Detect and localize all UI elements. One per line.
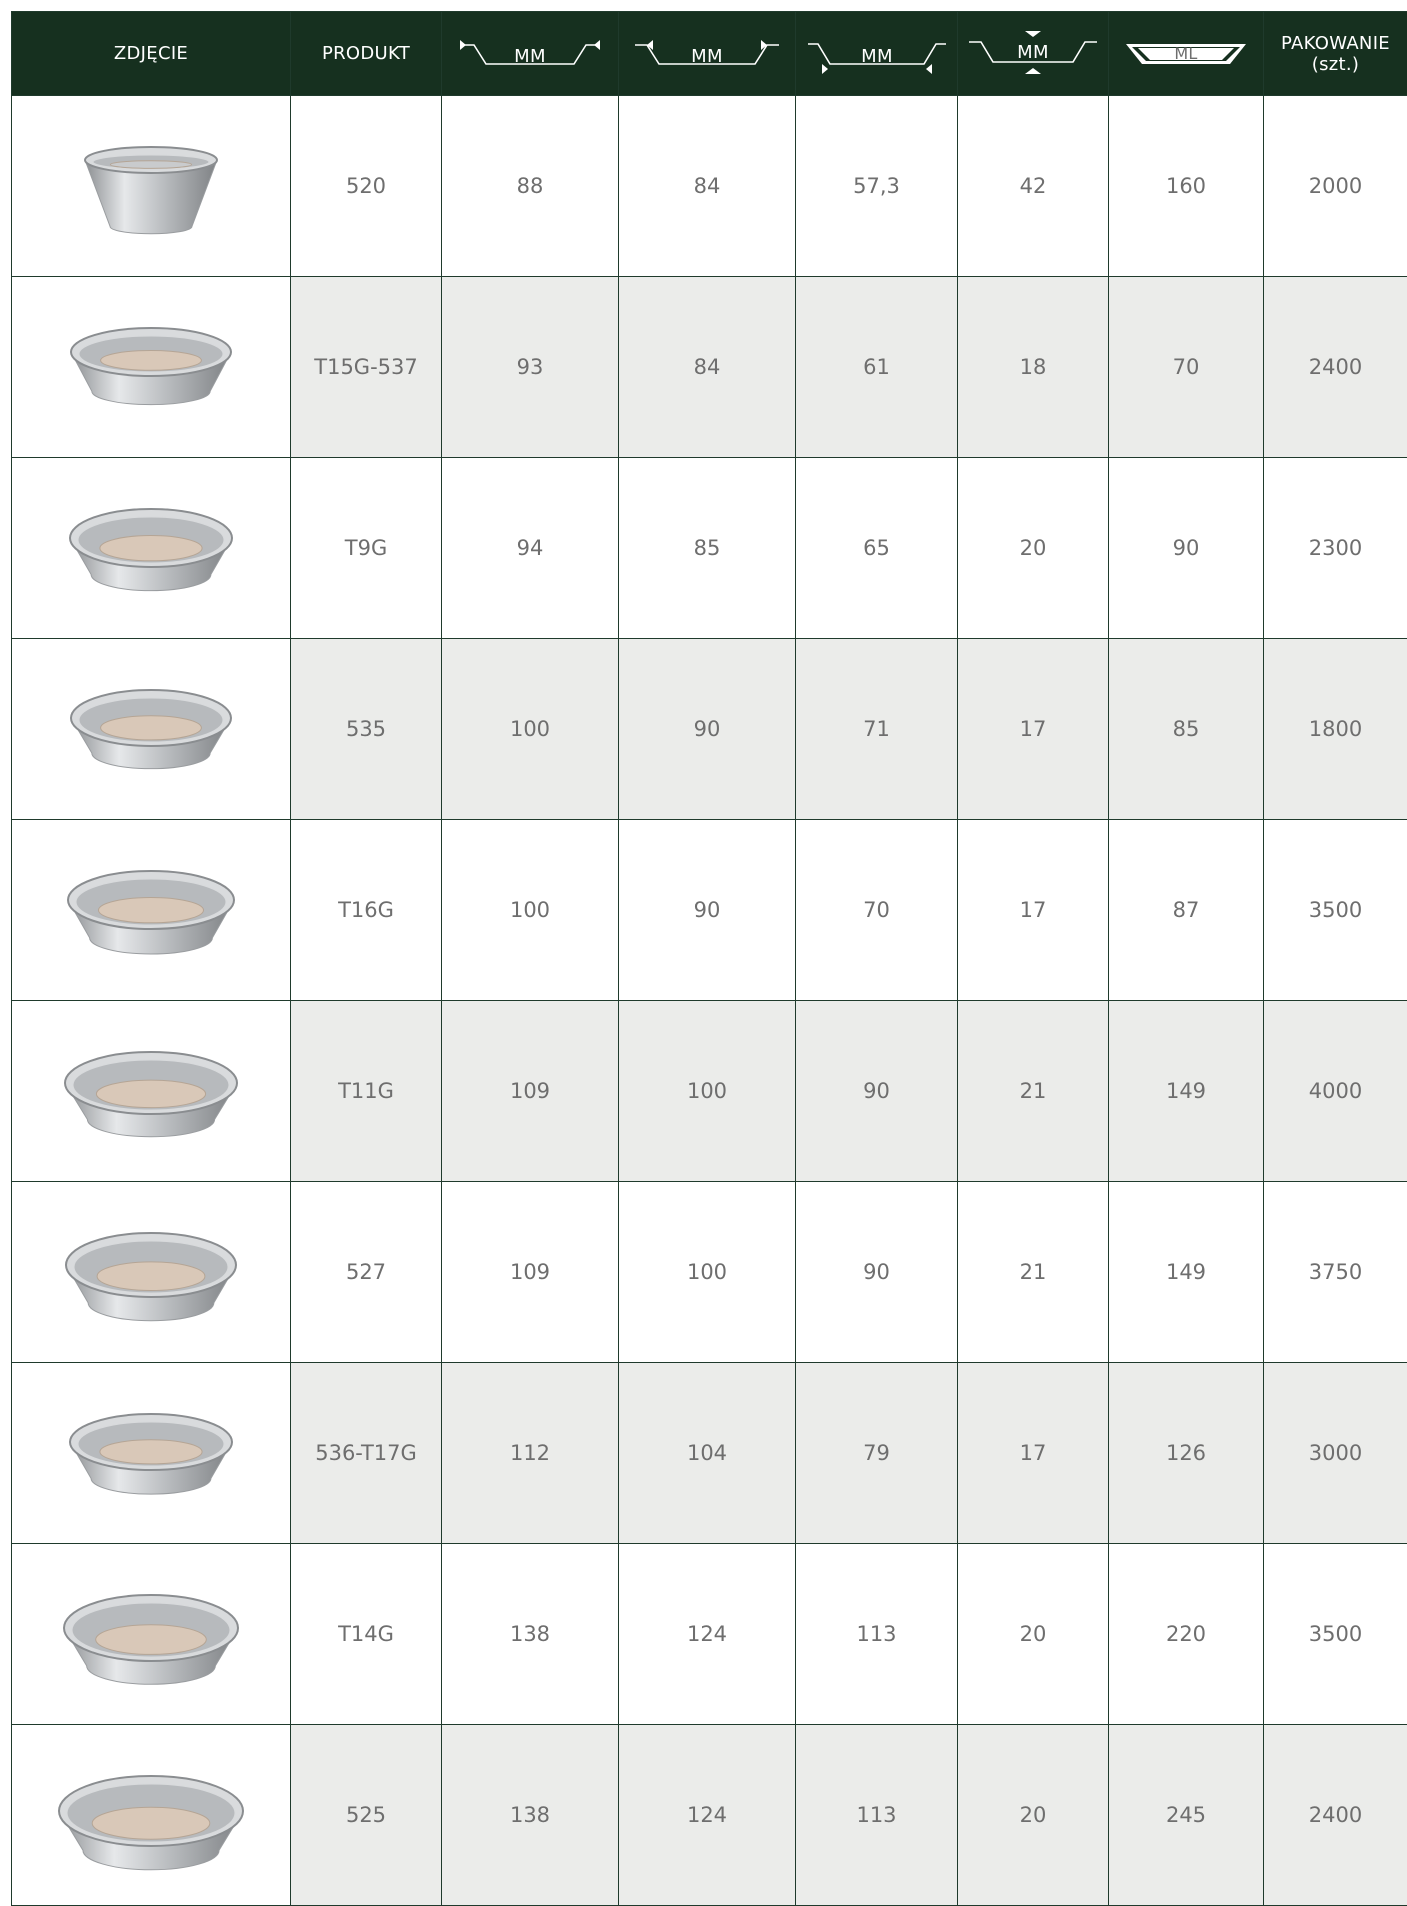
tray-floor bbox=[100, 536, 202, 561]
table-row bbox=[12, 277, 1407, 458]
cell-packaging: 2000 bbox=[1264, 96, 1407, 277]
top-diameter-icon bbox=[450, 32, 610, 76]
cell-top-diameter: 93 bbox=[442, 277, 619, 458]
table-row bbox=[12, 96, 1407, 277]
header-photo: ZDJĘCIE bbox=[12, 12, 291, 96]
header-product: PRODUKT bbox=[291, 12, 442, 96]
tray-floor bbox=[97, 1262, 205, 1291]
table-row bbox=[12, 1363, 1407, 1544]
cell-packaging: 3500 bbox=[1264, 1544, 1407, 1725]
cell-inner-diameter: 124 bbox=[619, 1544, 796, 1725]
table-row bbox=[12, 458, 1407, 639]
aluminium-tray-icon bbox=[51, 845, 251, 975]
table-row bbox=[12, 639, 1407, 820]
header-capacity bbox=[1109, 12, 1264, 96]
cell-base-diameter: 70 bbox=[796, 820, 958, 1001]
cell-height: 17 bbox=[958, 1363, 1109, 1544]
cell-top-diameter: 100 bbox=[442, 639, 619, 820]
cell-packaging: 2400 bbox=[1264, 1725, 1407, 1906]
inner-diameter-icon bbox=[627, 32, 787, 76]
cell-base-diameter: 61 bbox=[796, 277, 958, 458]
cell-inner-diameter: 104 bbox=[619, 1363, 796, 1544]
cell-height: 20 bbox=[958, 1544, 1109, 1725]
cell-inner-diameter: 90 bbox=[619, 820, 796, 1001]
cell-inner-diameter: 84 bbox=[619, 277, 796, 458]
table-row bbox=[12, 1544, 1407, 1725]
cell-base-diameter: 113 bbox=[796, 1544, 958, 1725]
product-photo bbox=[12, 1725, 291, 1906]
cell-packaging: 2400 bbox=[1264, 277, 1407, 458]
cell-base-diameter: 57,3 bbox=[796, 96, 958, 277]
cell-packaging: 3000 bbox=[1264, 1363, 1407, 1544]
aluminium-tray-icon bbox=[51, 1026, 251, 1156]
product-photo bbox=[12, 1001, 291, 1182]
header-inner-diameter-label: MM bbox=[691, 46, 723, 67]
tray-floor bbox=[92, 1807, 210, 1839]
cell-capacity: 85 bbox=[1109, 639, 1264, 820]
product-photo bbox=[12, 1544, 291, 1725]
header-packaging-label: PAKOWANIE bbox=[1281, 33, 1390, 54]
cell-top-diameter: 112 bbox=[442, 1363, 619, 1544]
cell-height: 18 bbox=[958, 277, 1109, 458]
cell-capacity: 149 bbox=[1109, 1182, 1264, 1363]
cell-capacity: 70 bbox=[1109, 277, 1264, 458]
cell-product: 525 bbox=[291, 1725, 442, 1906]
header-capacity-label: ML bbox=[1174, 44, 1197, 63]
cell-product: 527 bbox=[291, 1182, 442, 1363]
height-icon bbox=[963, 26, 1103, 82]
cell-height: 17 bbox=[958, 639, 1109, 820]
table-body bbox=[12, 96, 1407, 1906]
header-height-label: MM bbox=[1017, 42, 1049, 63]
cell-top-diameter: 88 bbox=[442, 96, 619, 277]
tray-floor bbox=[110, 161, 191, 169]
header-packaging-unit: (szt.) bbox=[1312, 54, 1359, 75]
cell-packaging: 4000 bbox=[1264, 1001, 1407, 1182]
cell-top-diameter: 109 bbox=[442, 1001, 619, 1182]
cell-base-diameter: 65 bbox=[796, 458, 958, 639]
cell-packaging: 1800 bbox=[1264, 639, 1407, 820]
cell-capacity: 90 bbox=[1109, 458, 1264, 639]
cell-packaging: 3750 bbox=[1264, 1182, 1407, 1363]
cell-product: 520 bbox=[291, 96, 442, 277]
table-row bbox=[12, 1182, 1407, 1363]
product-photo bbox=[12, 277, 291, 458]
tray-floor bbox=[96, 1080, 205, 1108]
header-packaging bbox=[1264, 12, 1407, 96]
cell-packaging: 3500 bbox=[1264, 820, 1407, 1001]
cell-inner-diameter: 90 bbox=[619, 639, 796, 820]
tray-floor bbox=[99, 898, 204, 923]
capacity-icon bbox=[1116, 32, 1256, 76]
aluminium-tray-icon bbox=[51, 302, 251, 432]
cell-inner-diameter: 124 bbox=[619, 1725, 796, 1906]
aluminium-tray-icon bbox=[51, 121, 251, 251]
product-photo bbox=[12, 96, 291, 277]
cell-inner-diameter: 100 bbox=[619, 1182, 796, 1363]
header-height bbox=[958, 12, 1109, 96]
cell-product: 535 bbox=[291, 639, 442, 820]
cell-top-diameter: 94 bbox=[442, 458, 619, 639]
cell-base-diameter: 90 bbox=[796, 1182, 958, 1363]
cell-height: 21 bbox=[958, 1001, 1109, 1182]
cell-height: 20 bbox=[958, 1725, 1109, 1906]
cell-top-diameter: 100 bbox=[442, 820, 619, 1001]
cell-base-diameter: 71 bbox=[796, 639, 958, 820]
aluminium-tray-icon bbox=[51, 1569, 251, 1699]
cell-inner-diameter: 84 bbox=[619, 96, 796, 277]
cell-packaging: 2300 bbox=[1264, 458, 1407, 639]
cell-top-diameter: 109 bbox=[442, 1182, 619, 1363]
tray-floor bbox=[96, 1625, 207, 1655]
cell-product: T9G bbox=[291, 458, 442, 639]
cell-base-diameter: 79 bbox=[796, 1363, 958, 1544]
cell-inner-diameter: 100 bbox=[619, 1001, 796, 1182]
cell-product: 536-T17G bbox=[291, 1363, 442, 1544]
product-photo bbox=[12, 458, 291, 639]
header-top-diameter bbox=[442, 12, 619, 96]
cell-product: T14G bbox=[291, 1544, 442, 1725]
cell-height: 17 bbox=[958, 820, 1109, 1001]
cell-base-diameter: 113 bbox=[796, 1725, 958, 1906]
product-spec-table bbox=[11, 11, 1407, 1906]
cell-capacity: 245 bbox=[1109, 1725, 1264, 1906]
product-photo bbox=[12, 820, 291, 1001]
product-photo bbox=[12, 1363, 291, 1544]
cell-capacity: 126 bbox=[1109, 1363, 1264, 1544]
cell-base-diameter: 90 bbox=[796, 1001, 958, 1182]
table-row bbox=[12, 1725, 1407, 1906]
tray-floor bbox=[100, 1440, 202, 1464]
cell-product: T11G bbox=[291, 1001, 442, 1182]
cell-product: T16G bbox=[291, 820, 442, 1001]
header-top-diameter-label: MM bbox=[514, 46, 546, 67]
cell-capacity: 149 bbox=[1109, 1001, 1264, 1182]
cell-top-diameter: 138 bbox=[442, 1725, 619, 1906]
header-inner-diameter bbox=[619, 12, 796, 96]
tray-floor bbox=[101, 716, 202, 740]
aluminium-tray-icon bbox=[51, 1388, 251, 1518]
aluminium-tray-icon bbox=[51, 664, 251, 794]
cell-product: T15G-537 bbox=[291, 277, 442, 458]
cell-capacity: 160 bbox=[1109, 96, 1264, 277]
header-base-diameter-label: MM bbox=[861, 46, 893, 67]
tray-floor bbox=[101, 351, 202, 371]
table-row bbox=[12, 1001, 1407, 1182]
aluminium-tray-icon bbox=[51, 483, 251, 613]
aluminium-tray-icon bbox=[51, 1207, 251, 1337]
cell-height: 20 bbox=[958, 458, 1109, 639]
cell-height: 21 bbox=[958, 1182, 1109, 1363]
header-row bbox=[12, 12, 1407, 96]
cell-inner-diameter: 85 bbox=[619, 458, 796, 639]
cell-capacity: 220 bbox=[1109, 1544, 1264, 1725]
cell-capacity: 87 bbox=[1109, 820, 1264, 1001]
base-diameter-icon bbox=[802, 32, 952, 76]
header-base-diameter bbox=[796, 12, 958, 96]
product-photo bbox=[12, 1182, 291, 1363]
cell-top-diameter: 138 bbox=[442, 1544, 619, 1725]
aluminium-tray-icon bbox=[51, 1750, 251, 1880]
cell-height: 42 bbox=[958, 96, 1109, 277]
product-photo bbox=[12, 639, 291, 820]
table-row bbox=[12, 820, 1407, 1001]
